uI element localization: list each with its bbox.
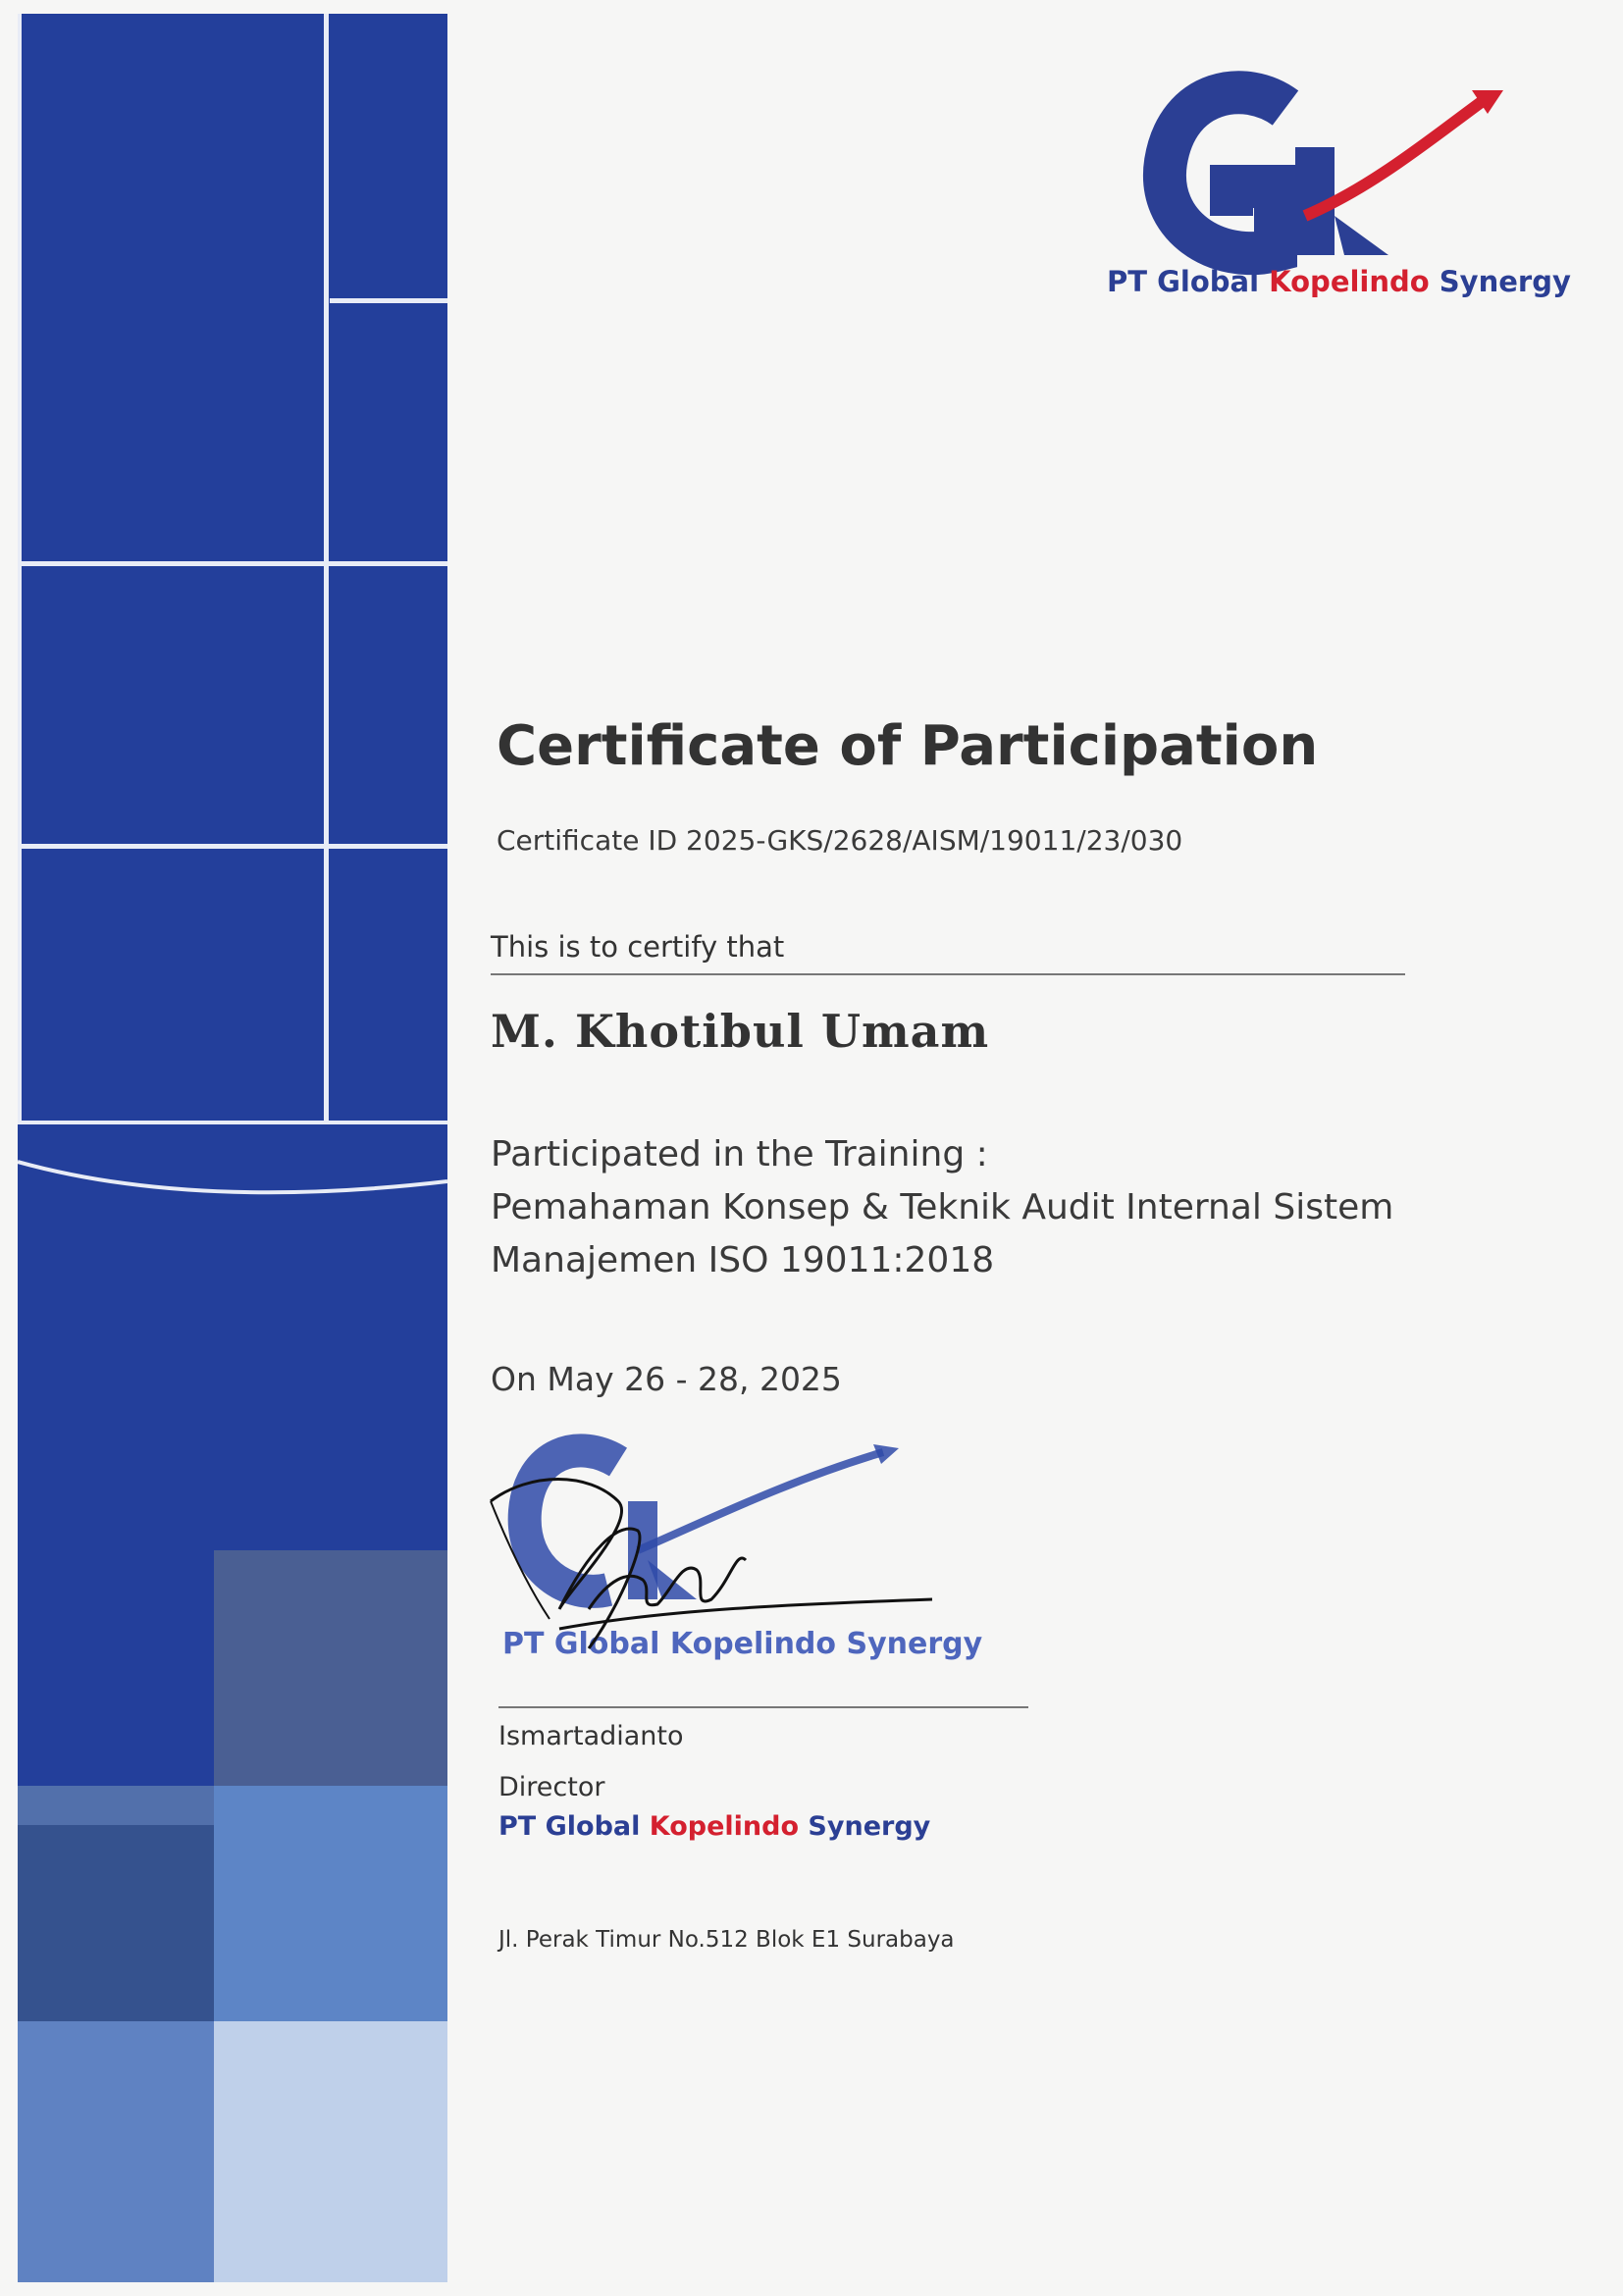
company-address: Jl. Perak Timur No.512 Blok E1 Surabaya: [498, 1927, 955, 1953]
decorative-side-band: [18, 14, 447, 2282]
signatory-position: Director: [498, 1772, 605, 1802]
signature-line: [498, 1706, 1028, 1708]
certificate-title: Certificate of Participation: [497, 714, 1319, 778]
training-date: On May 26 - 28, 2025: [491, 1360, 842, 1398]
divider: [491, 973, 1405, 975]
training-line: Manajemen ISO 19011:2018: [491, 1240, 995, 1280]
training-description: [491, 1128, 1393, 1287]
training-line: Pemahaman Konsep & Teknik Audit Internal Sistem: [491, 1187, 1394, 1227]
training-line: Participated in the Training :: [491, 1134, 988, 1174]
certificate-id: Certificate ID 2025-GKS/2628/AISM/19011/23/030: [497, 824, 1183, 857]
certify-line: This is to certify that: [491, 930, 785, 964]
signature: [471, 1442, 981, 1678]
recipient-name: M. Khotibul Umam: [491, 1005, 990, 1058]
stamp-text: PT Global Kopelindo Synergy: [502, 1627, 983, 1661]
signatory-company: PT Global Kopelindo Synergy: [498, 1811, 931, 1842]
company-name-header: PT Global Kopelindo Synergy: [1107, 265, 1571, 298]
signatory-name: Ismartadianto: [498, 1721, 684, 1751]
